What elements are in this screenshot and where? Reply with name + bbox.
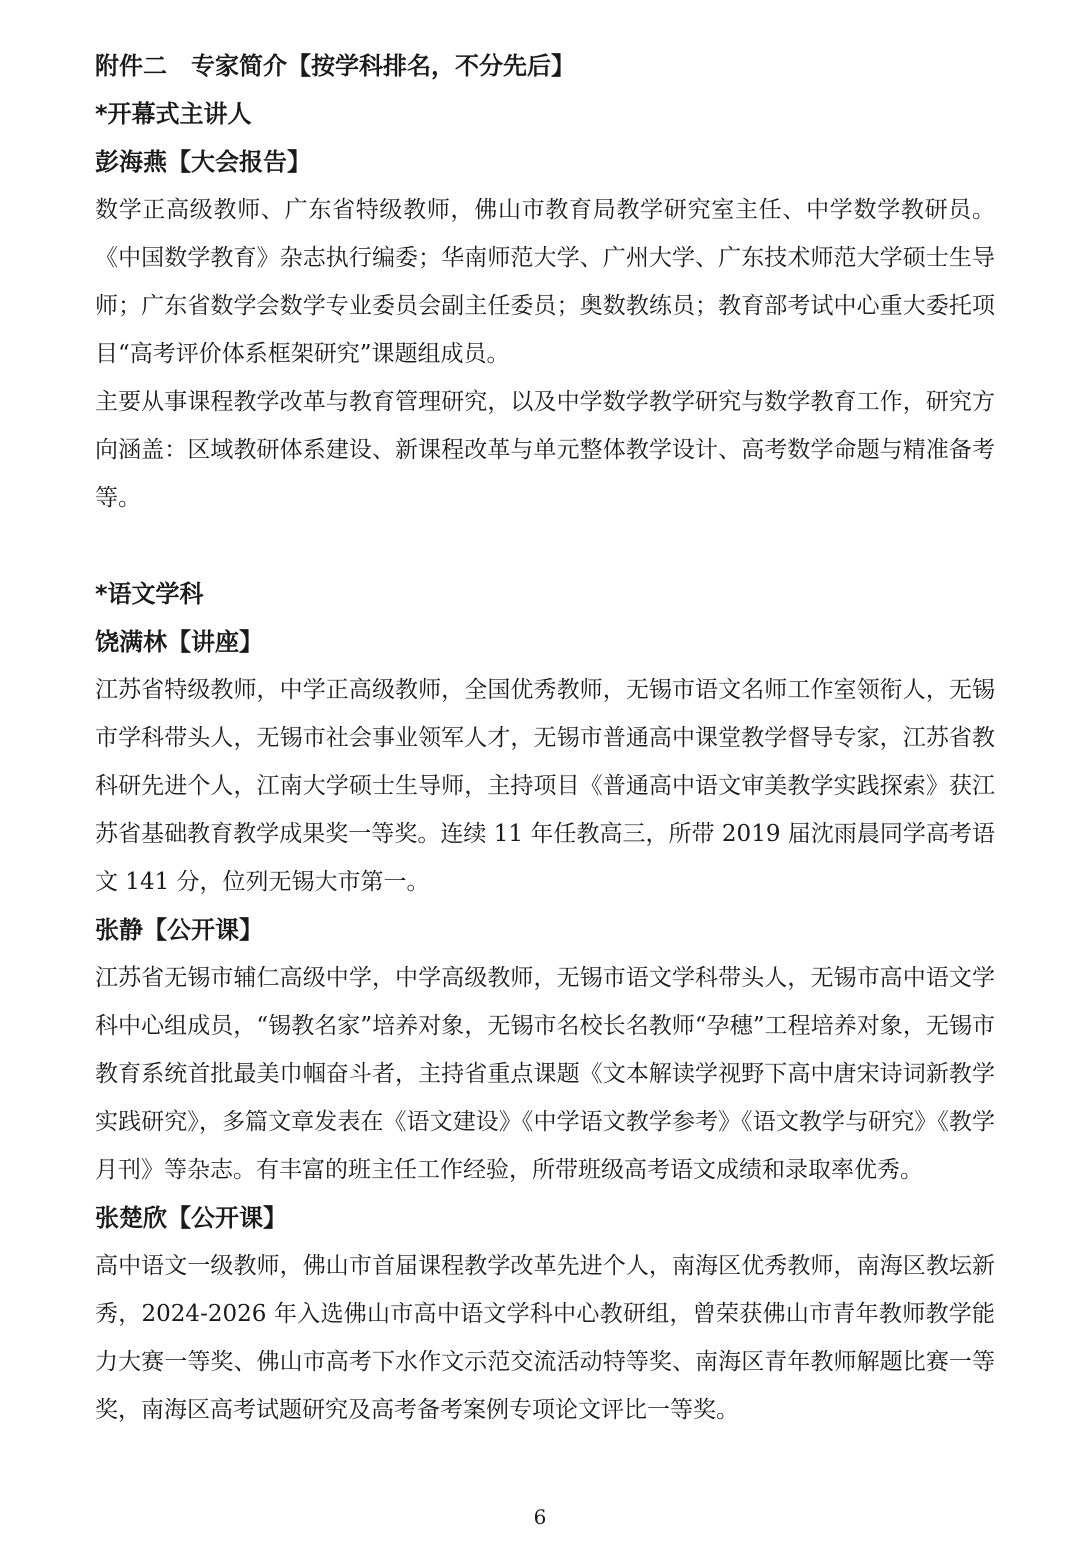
bio-paragraph-rao: 江苏省特级教师，中学正高级教师，全国优秀教师，无锡市语文名师工作室领衔人，无锡市学科带头人，无锡市社会事业领军人才，无锡市普通高中课堂教学督导专家，江苏省教科研先进个人，江南大学硕士生导师，主持项目《普通高中语文审美教学实践探索》获江苏省基础教育教学成果奖一等奖。连续 11 年任教高三，所带 2019 届沈雨晨同学高考语文 141 分，位列无锡大市第一。 (95, 677, 995, 895)
bio-paragraph-peng-2: 主要从事课程教学改革与教育管理研究，以及中学数学教学研究与数学教育工作，研究方向涵盖：区域教研体系建设、新课程改革与单元整体教学设计、高考数学命题与精准备考等。 (95, 389, 995, 511)
section-heading-chinese: *语文学科 (95, 580, 204, 608)
expert-name-rao: 饶满林【讲座】 (95, 628, 263, 656)
page-number: 6 (533, 1505, 547, 1529)
expert-name-zhangjing: 张静【公开课】 (95, 916, 263, 944)
bio-paragraph-zhangchuxin: 高中语文一级教师，佛山市首届课程教学改革先进个人，南海区优秀教师，南海区教坛新秀，2024-2026 年入选佛山市高中语文学科中心教研组，曾荣获佛山市青年教师教学能力大赛一等奖、佛山市高考下水作文示范交流活动特等奖、南海区青年教师解题比赛一等奖，南海区高考试题研究及高考备考案例专项论文评比一等奖。 (95, 1253, 995, 1423)
expert-name-peng: 彭海燕【大会报告】 (95, 148, 311, 176)
document-body (95, 42, 995, 1434)
bio-paragraph-zhangjing: 江苏省无锡市辅仁高级中学，中学高级教师，无锡市语文学科带头人，无锡市高中语文学科中心组成员，“锡教名家”培养对象，无锡市名校长名教师“孕穗”工程培养对象，无锡市教育系统首批最美巾帼奋斗者，主持省重点课题《文本解读学视野下高中唐宋诗词新教学实践研究》，多篇文章发表在《语文建设》《中学语文教学参考》《语文教学与研究》《教学月刊》等杂志。有丰富的班主任工作经验，所带班级高考语文成绩和录取率优秀。 (95, 965, 995, 1183)
section-heading-opening: *开幕式主讲人 (95, 100, 252, 128)
section-spacer (95, 522, 995, 570)
bio-paragraph-peng-1: 数学正高级教师、广东省特级教师，佛山市教育局教学研究室主任、中学数学教研员。《中国数学教育》杂志执行编委；华南师范大学、广州大学、广东技术师范大学硕士生导师；广东省数学会数学专业委员会副主任委员；奥数教练员；教育部考试中心重大委托项目“高考评价体系框架研究”课题组成员。 (95, 197, 995, 367)
document-title: 附件二 专家简介【按学科排名，不分先后】 (95, 52, 575, 80)
expert-name-zhangchuxin: 张楚欣【公开课】 (95, 1204, 287, 1232)
